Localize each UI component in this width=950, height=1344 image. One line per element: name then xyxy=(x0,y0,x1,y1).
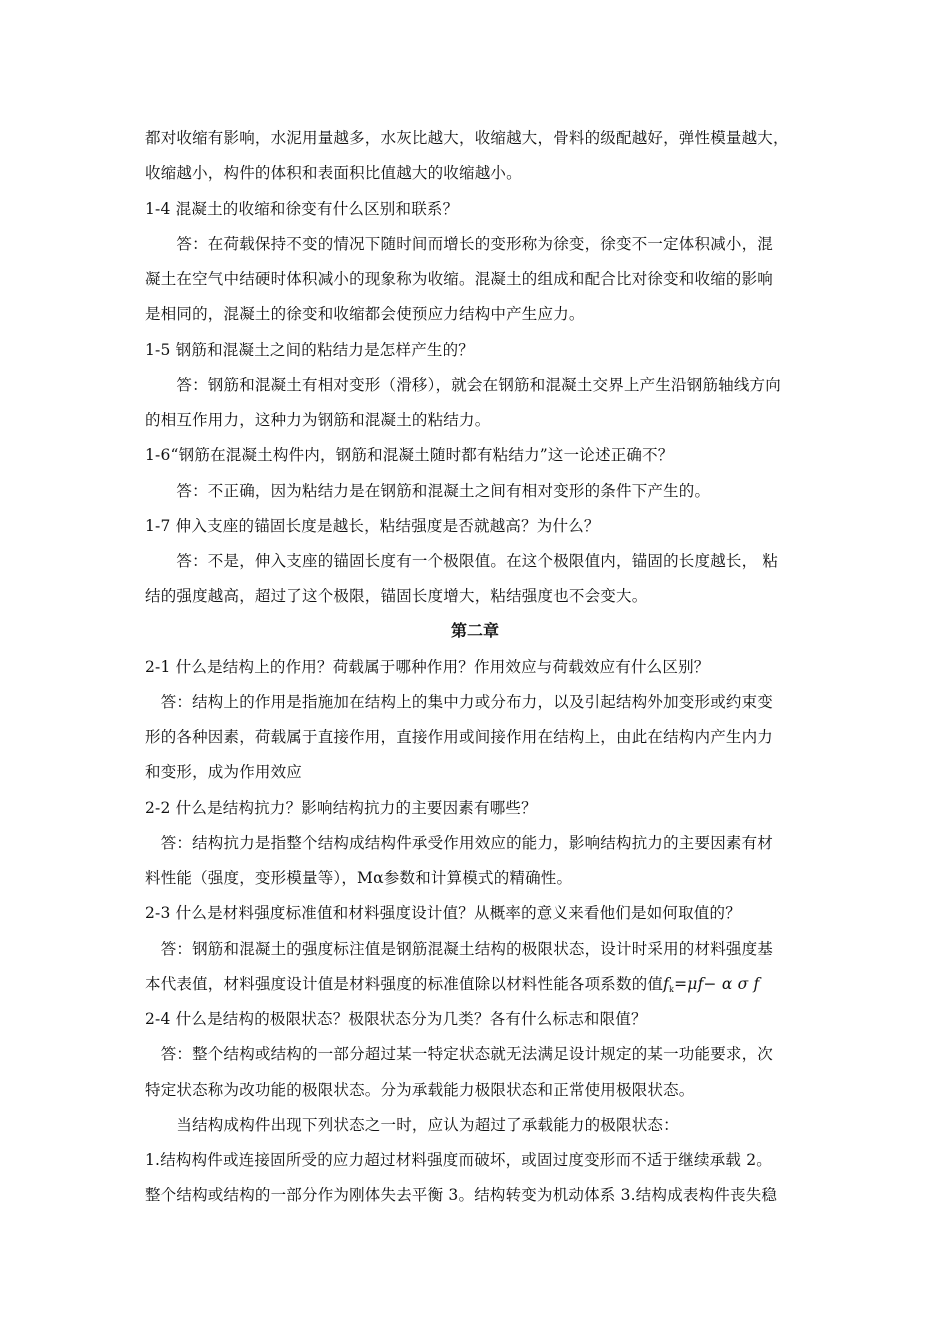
strength-formula xyxy=(663,975,759,993)
text-line: 料性能（强度，变形模量等），Mα参数和计算模式的精确性。 xyxy=(145,869,573,887)
answer-line: 答：钢筋和混凝土的强度标注值是钢筋混凝土结构的极限状态，设计时采用的材料强度基 xyxy=(145,940,774,958)
formula-line xyxy=(145,974,759,1000)
question-1-4: 1-4 混凝土的收缩和徐变有什么区别和联系？ xyxy=(145,200,459,218)
answer-line: 答：整个结构或结构的一部分超过某一特定状态就无法满足设计规定的某一功能要求，次 xyxy=(145,1045,774,1063)
formula-line-text: 本代表值，材料强度设计值是材料强度的标准值除以材料性能各项系数的值 xyxy=(145,975,664,993)
chapter-heading: 第二章 xyxy=(450,621,499,640)
text-line: 的相互作用力，这种力为钢筋和混凝土的粘结力。 xyxy=(145,411,491,429)
text-line: 整个结构或结构的一部分作为刚体失去平衡 3。结构转变为机动体系 3.结构成表构件丧失稳 xyxy=(145,1186,778,1204)
text-line: 凝土在空气中结硬时体积减小的现象称为收缩。混凝土的组成和配合比对徐变和收缩的影响 xyxy=(145,270,774,288)
answer-line: 答：不是，伸入支座的锚固长度有一个极限值。在这个极限值内，锚固的长度越长， 粘 xyxy=(145,552,779,570)
text-line: 当结构成构件出现下列状态之一时，应认为超过了承载能力的极限状态： xyxy=(145,1116,679,1134)
text-line: 1.结构构件或连接固所受的应力超过材料强度而破坏，或固过度变形而不适于继续承载 2。 xyxy=(145,1151,772,1169)
text-line: 都对收缩有影响，水泥用量越多，水灰比越大，收缩越大，骨料的级配越好，弹性模量越大， xyxy=(145,129,789,147)
text-line: 收缩越小，构件的体积和表面积比值越大的收缩越小。 xyxy=(145,164,522,182)
text-line: 形的各种因素，荷载属于直接作用，直接作用或间接作用在结构上，由此在结构内产生内力 xyxy=(145,728,774,746)
text-line: 和变形，成为作用效应 xyxy=(145,763,303,781)
question-1-7: 1-7 伸入支座的锚固长度是越长，粘结强度是否就越高？为什么？ xyxy=(145,517,600,535)
answer-line: 答：在荷载保持不变的情况下随时间而增长的变形称为徐变，徐变不一定体积减小，混 xyxy=(145,235,774,253)
formula-rest: =μf− α σ f xyxy=(674,975,760,993)
answer-line: 答：结构抗力是指整个结构成结构件承受作用效应的能力，影响结构抗力的主要因素有材 xyxy=(145,834,774,852)
formula-subscript: k xyxy=(669,985,675,994)
text-line: 是相同的，混凝土的徐变和收缩都会使预应力结构中产生应力。 xyxy=(145,305,585,323)
text-line: 特定状态称为改功能的极限状态。分为承载能力极限状态和正常使用极限状态。 xyxy=(145,1081,695,1099)
text-line: 结的强度越高，超过了这个极限，锚固长度增大，粘结强度也不会变大。 xyxy=(145,587,648,605)
question-2-3: 2-3 什么是材料强度标准值和材料强度设计值？从概率的意义来看他们是如何取值的？ xyxy=(145,904,741,922)
formula-f: f xyxy=(663,975,670,993)
question-2-2: 2-2 什么是结构抗力？影响结构抗力的主要因素有哪些？ xyxy=(145,799,537,817)
question-1-5: 1-5 钢筋和混凝土之间的粘结力是怎样产生的？ xyxy=(145,341,474,359)
question-2-4: 2-4 什么是结构的极限状态？极限状态分为几类？各有什么标志和限值？ xyxy=(145,1010,647,1028)
answer-line: 答：钢筋和混凝土有相对变形（滑移），就会在钢筋和混凝土交界上产生沿钢筋轴线方向 xyxy=(145,376,781,394)
answer-line: 答：结构上的作用是指施加在结构上的集中力或分布力，以及引起结构外加变形或约束变 xyxy=(145,693,774,711)
question-2-1: 2-1 什么是结构上的作用？荷载属于哪种作用？作用效应与荷载效应有什么区别？ xyxy=(145,658,710,676)
answer-line: 答：不正确，因为粘结力是在钢筋和混凝土之间有相对变形的条件下产生的。 xyxy=(145,482,711,500)
question-1-6: 1-6“钢筋在混凝土构件内，钢筋和混凝土随时都有粘结力”这一论述正确不？ xyxy=(145,446,674,464)
